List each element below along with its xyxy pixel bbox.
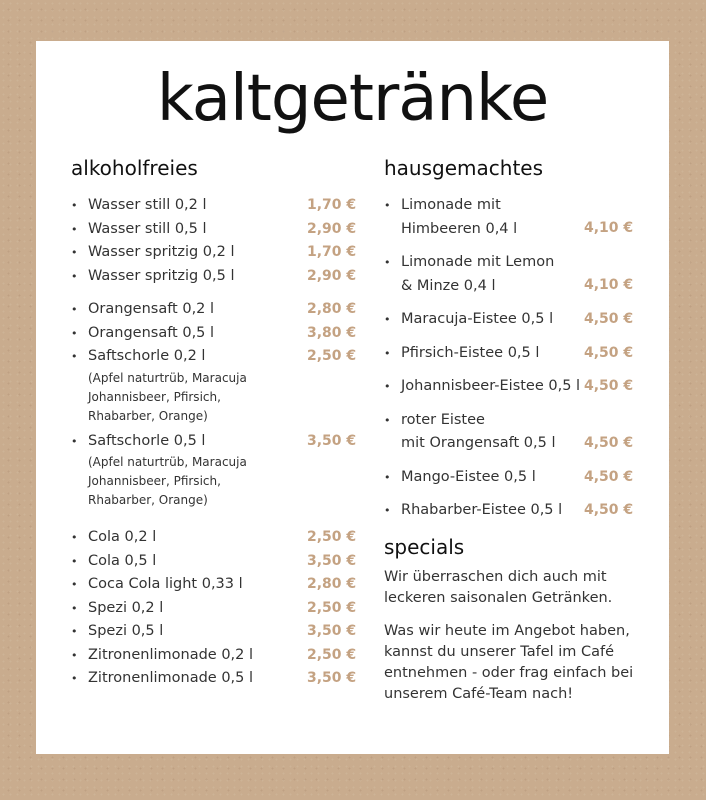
item-name: Orangensaft 0,2 l: [88, 301, 215, 317]
menu-item: [71, 265, 366, 289]
water-list: [71, 194, 366, 288]
item-name: Wasser spritzig 0,2 l: [88, 244, 235, 260]
alkoholfreies-column: [71, 154, 366, 691]
menu-item: [71, 194, 366, 218]
menu-item: [71, 597, 366, 621]
menu-title: kaltgetränke: [156, 62, 549, 136]
specials-heading: specials: [384, 534, 465, 559]
item-price: 3,50 €: [307, 670, 357, 686]
menu-item: [71, 322, 366, 346]
item-price: 2,50 €: [307, 348, 357, 364]
item-name: Rhabarber-Eistee 0,5 l: [401, 502, 563, 518]
item-name: Wasser still 0,2 l: [88, 197, 207, 213]
menu-item: [71, 241, 366, 265]
item-price: 4,50 €: [584, 311, 634, 327]
item-name: Coca Cola light 0,33 l: [88, 576, 243, 592]
item-name: Himbeeren 0,4 l: [401, 220, 518, 237]
menu-item: [384, 342, 646, 366]
item-name: roter Eistee: [401, 411, 485, 428]
menu-item: [384, 499, 646, 523]
item-name: Cola 0,5 l: [88, 552, 157, 569]
menu-item: [384, 409, 646, 456]
item-price: 2,80 €: [307, 301, 357, 317]
item-name: Orangensaft 0,5 l: [88, 324, 215, 341]
homemade-list: [384, 194, 646, 523]
menu-item: [384, 194, 646, 241]
item-name: Spezi 0,2 l: [88, 599, 164, 616]
item-description: (Apfel naturtrüb, Maracuja Johannisbeer, Pfirsich, Rhabarber, Orange): [88, 455, 247, 507]
item-price: 4,10 €: [584, 220, 634, 236]
item-name: Johannisbeer-Eistee 0,5 l: [401, 378, 581, 394]
item-name: Spezi 0,5 l: [88, 623, 164, 639]
item-price: 4,50 €: [584, 502, 634, 518]
item-name: Saftschorle 0,2 l: [88, 348, 206, 364]
item-name: Pfirsich-Eistee 0,5 l: [401, 344, 540, 361]
alkoholfreies-heading: alkoholfreies: [71, 156, 198, 180]
item-name: Saftschorle 0,5 l: [88, 432, 206, 449]
item-price: 4,50 €: [584, 344, 634, 361]
item-price: 2,50 €: [307, 599, 357, 616]
item-name: & Minze 0,4 l: [401, 277, 496, 294]
item-price: 2,90 €: [307, 220, 357, 237]
item-price: 1,70 €: [307, 244, 357, 260]
item-price: 4,50 €: [584, 468, 634, 485]
item-price: 3,50 €: [307, 623, 357, 639]
item-price: 4,10 €: [584, 277, 634, 293]
menu-item: [71, 573, 366, 597]
item-name: Cola 0,2 l: [88, 529, 157, 545]
menu-item: [384, 375, 646, 399]
menu-item: [71, 218, 366, 242]
item-price: 3,50 €: [307, 552, 357, 569]
hausgemachtes-heading: hausgemachtes: [384, 156, 544, 180]
soda-list: [71, 526, 366, 691]
menu-item: [71, 298, 366, 322]
menu-item: [71, 550, 366, 574]
menu-item: [384, 251, 646, 298]
menu-item: [384, 308, 646, 332]
item-name: Maracuja-Eistee 0,5 l: [401, 311, 554, 327]
juice-list: [71, 298, 366, 510]
item-name: Wasser spritzig 0,5 l: [88, 267, 235, 284]
item-price: 1,70 €: [307, 197, 357, 213]
menu-item: [71, 667, 366, 691]
menu-item: [384, 466, 646, 490]
menu-card: [36, 41, 669, 754]
hausgemachtes-column: [384, 154, 646, 705]
item-price: 4,50 €: [584, 434, 634, 451]
item-name: Wasser still 0,5 l: [88, 220, 207, 237]
item-price: 2,50 €: [307, 646, 357, 663]
item-name: Limonade mit: [401, 197, 501, 213]
specials-text-1: Wir überraschen dich auch mit leckeren saisonalen Getränken.: [384, 568, 613, 606]
item-name: Limonade mit Lemon: [401, 254, 555, 270]
item-name: Mango-Eistee 0,5 l: [401, 468, 536, 485]
menu-item: [71, 644, 366, 668]
menu-item: [71, 345, 366, 426]
specials-text-2: Was wir heute im Angebot haben, kannst du unserer Tafel im Café entnehmen - oder frag einfach bei unserem Café-Team nach!: [384, 622, 634, 702]
item-description: (Apfel naturtrüb, Maracuja Johannisbeer, Pfirsich, Rhabarber, Orange): [88, 370, 247, 423]
menu-item: [71, 430, 366, 511]
item-name: mit Orangensaft 0,5 l: [401, 435, 556, 451]
item-price: 4,50 €: [584, 378, 634, 394]
item-price: 2,50 €: [307, 529, 357, 545]
item-price: 2,80 €: [307, 576, 357, 592]
item-name: Zitronenlimonade 0,2 l: [88, 646, 254, 663]
item-price: 2,90 €: [307, 267, 357, 284]
menu-item: [71, 620, 366, 644]
item-price: 3,50 €: [307, 432, 357, 449]
menu-item: [71, 526, 366, 550]
item-price: 3,80 €: [307, 324, 357, 341]
item-name: Zitronenlimonade 0,5 l: [88, 670, 254, 686]
